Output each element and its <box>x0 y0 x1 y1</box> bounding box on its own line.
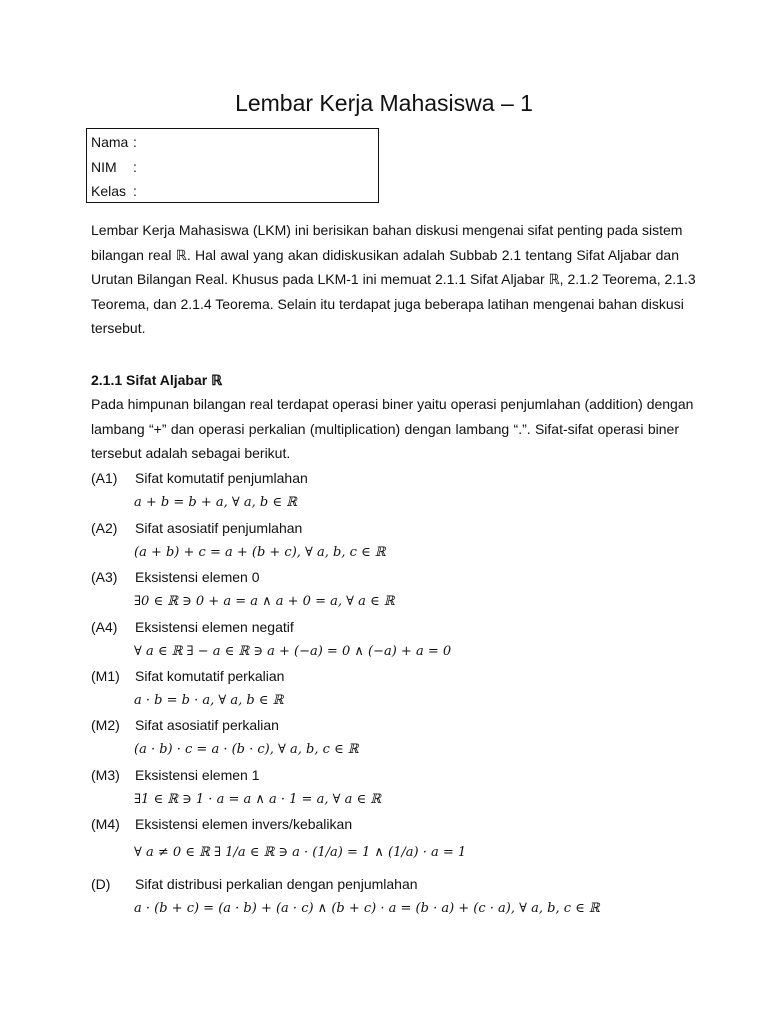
property-name: Eksistensi elemen negatif <box>135 619 294 635</box>
property-code: (A3) <box>91 569 118 585</box>
identity-row-nama <box>91 134 137 150</box>
property-code: (A2) <box>91 520 118 536</box>
property-formula: (a + b) + c = a + (b + c), ∀ a, b, c ∈ ℝ <box>134 545 386 560</box>
property-name: Eksistensi elemen 1 <box>135 767 260 783</box>
section-line: tersebut adalah sebagai berikut. <box>91 445 291 461</box>
section-paragraph <box>91 392 694 466</box>
property-name: Sifat komutatif perkalian <box>135 668 285 684</box>
property-code: (D) <box>91 876 111 892</box>
intro-line: tersebut. <box>91 320 146 336</box>
identity-label: Nama <box>91 134 129 150</box>
property-item <box>91 668 284 684</box>
intro-paragraph <box>91 218 696 341</box>
intro-line: bilangan real ℝ. Hal awal yang akan didiskusikan adalah Subbab 2.1 tentang Sifat Aljabar dan <box>91 246 679 263</box>
identity-label: NIM <box>91 159 117 175</box>
intro-line: Teorema, dan 2.1.4 Teorema. Selain itu terdapat juga beberapa latihan mengenai bahan diskusi <box>91 295 684 312</box>
property-item <box>91 619 294 635</box>
property-name: Sifat asosiatif perkalian <box>135 717 279 733</box>
property-name: Eksistensi elemen invers/kebalikan <box>135 816 353 832</box>
property-formula: (a · b) · c = a · (b · c), ∀ a, b, c ∈ ℝ <box>134 742 359 757</box>
property-formula: ∀ a ≠ 0 ∈ ℝ ∃ 1/a ∈ ℝ ∋ a · (1/a) = 1 ∧ (1/a) · a = 1 <box>134 845 467 860</box>
property-formula: ∀ a ∈ ℝ ∃ − a ∈ ℝ ∋ a + (−a) = 0 ∧ (−a) + a = 0 <box>134 644 452 659</box>
identity-separator: : <box>133 159 137 175</box>
property-formula: a + b = b + a, ∀ a, b ∈ ℝ <box>134 495 297 510</box>
identity-label: Kelas <box>91 183 127 199</box>
section-line: Pada himpunan bilangan real terdapat operasi biner yaitu operasi penjumlahan (addition) dengan <box>91 396 694 412</box>
property-item <box>91 569 260 585</box>
property-name: Eksistensi elemen 0 <box>135 569 260 585</box>
property-formula: ∃1 ∈ ℝ ∋ 1 · a = a ∧ a · 1 = a, ∀ a ∈ ℝ <box>134 792 382 807</box>
intro-line: Urutan Bilangan Real. Khusus pada LKM-1 ini memuat 2.1.1 Sifat Aljabar ℝ, 2.1.2 Teorema, 2.1.3 <box>91 271 696 287</box>
intro-line: Lembar Kerja Mahasiswa (LKM) ini berisikan bahan diskusi mengenai sifat penting pada sistem <box>91 222 683 238</box>
property-item <box>91 816 352 832</box>
property-code: (A1) <box>91 470 118 486</box>
identity-separator: : <box>133 183 137 199</box>
property-name: Sifat komutatif penjumlahan <box>135 470 308 486</box>
section-heading: 2.1.1 Sifat Aljabar ℝ <box>91 372 223 388</box>
property-item <box>91 767 260 783</box>
page-title: Lembar Kerja Mahasiswa – 1 <box>235 90 533 116</box>
property-item <box>91 470 308 486</box>
property-code: (M4) <box>91 816 120 832</box>
property-code: (M3) <box>91 767 120 783</box>
section-line: lambang “+” dan operasi perkalian (multiplication) dengan lambang “.”. Sifat-sifat operasi biner <box>91 420 679 437</box>
property-name: Sifat distribusi perkalian dengan penjumlahan <box>135 876 418 892</box>
property-formula: a · (b + c) = (a · b) + (a · c) ∧ (b + c) · a = (b · a) + (c · a), ∀ a, b, c ∈ ℝ <box>134 901 600 916</box>
property-formula: a · b = b · a, ∀ a, b ∈ ℝ <box>134 693 284 708</box>
property-item <box>91 876 418 892</box>
identity-row-nim <box>91 159 137 175</box>
property-item <box>91 717 279 733</box>
property-code: (M2) <box>91 717 120 733</box>
identity-separator: : <box>133 134 137 150</box>
identity-row-kelas <box>91 183 137 199</box>
identity-box <box>86 128 379 203</box>
property-item <box>91 520 302 536</box>
property-name: Sifat asosiatif penjumlahan <box>135 520 303 536</box>
property-code: (M1) <box>91 668 120 684</box>
property-formula: ∃0 ∈ ℝ ∋ 0 + a = a ∧ a + 0 = a, ∀ a ∈ ℝ <box>134 594 395 609</box>
property-code: (A4) <box>91 619 118 635</box>
